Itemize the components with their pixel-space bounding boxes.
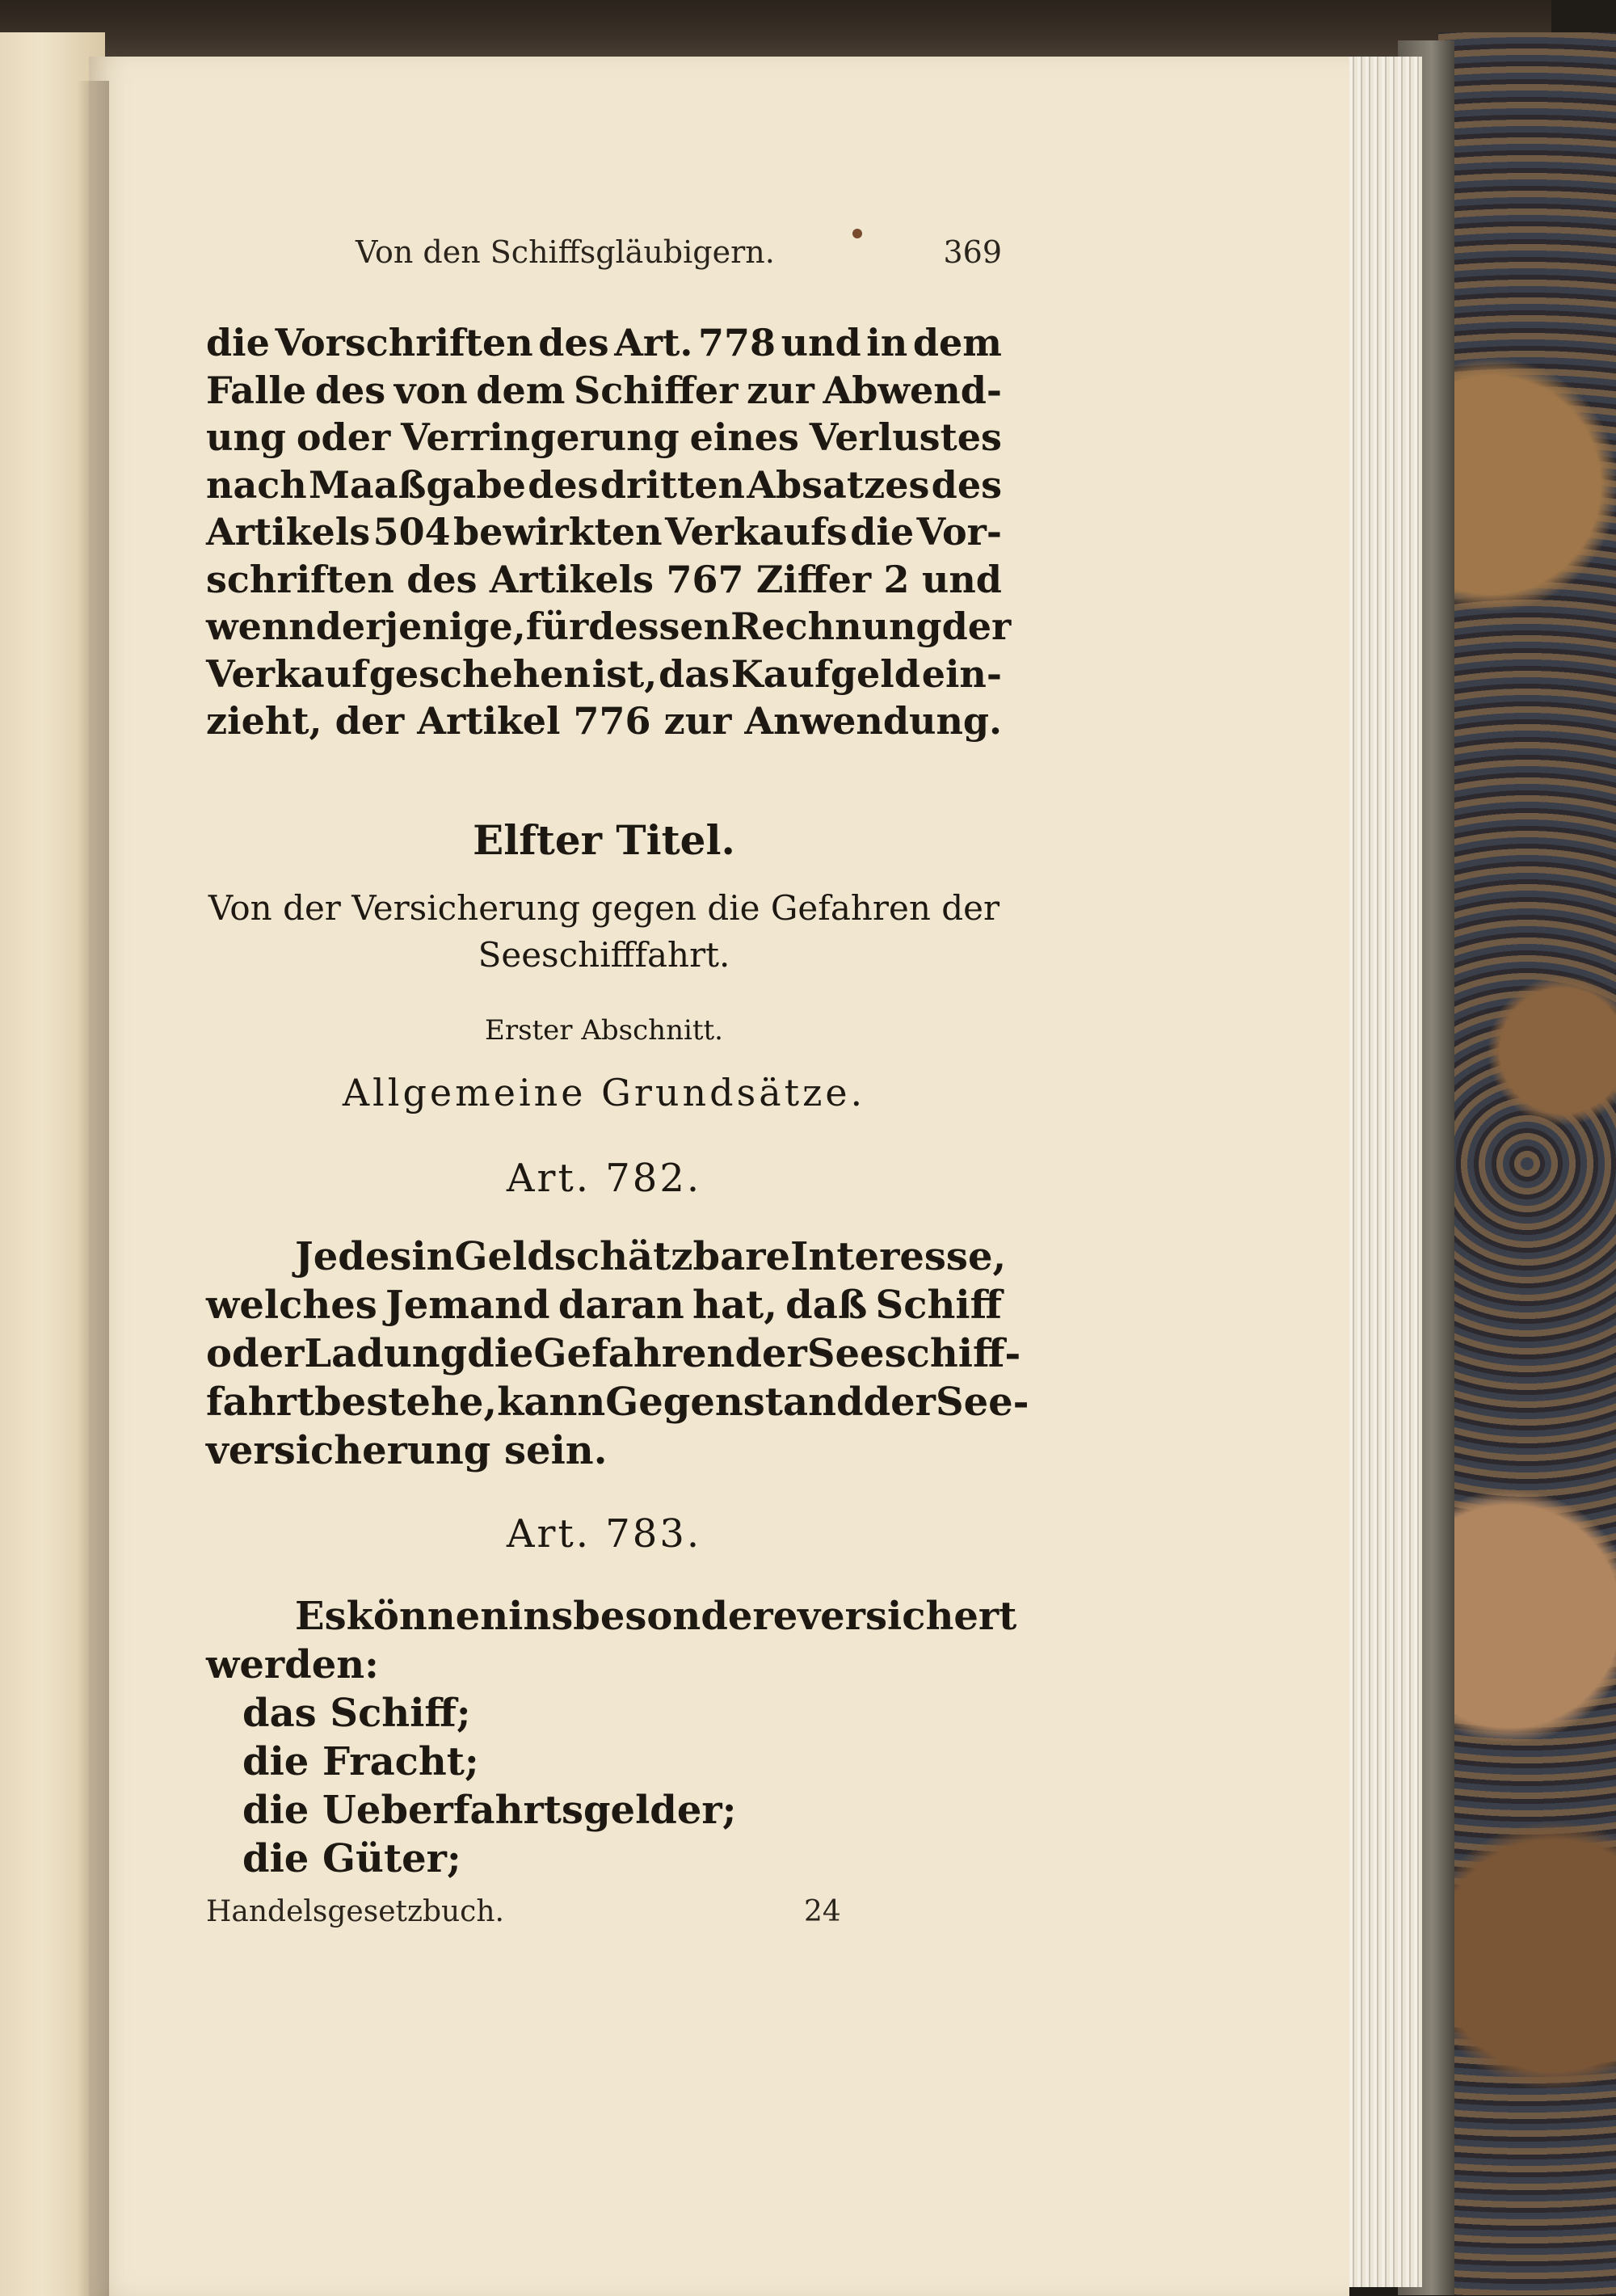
marbled-cover — [1438, 32, 1616, 2295]
word: eines — [689, 415, 799, 459]
body-text — [206, 319, 1012, 745]
word: des — [406, 557, 478, 601]
word: dem — [476, 368, 566, 412]
paragraph-line — [206, 1378, 1029, 1426]
word: Gefahren — [533, 1331, 735, 1376]
word: die — [467, 1331, 534, 1376]
word: schätzbare — [553, 1234, 791, 1279]
word: Abwend- — [823, 368, 1002, 412]
word: schriften — [206, 557, 394, 601]
word: dessen — [588, 605, 731, 648]
footer-signature: 24 — [804, 1895, 841, 1928]
word: Es — [295, 1594, 347, 1639]
word: des — [538, 321, 609, 364]
word: in — [866, 321, 908, 364]
word: Ziffer — [755, 557, 872, 601]
body-line — [206, 367, 1002, 415]
word: der — [863, 1380, 936, 1425]
word: Vor- — [916, 510, 1002, 554]
word: in — [411, 1234, 455, 1279]
article-783-list — [242, 1689, 736, 1883]
word: für — [525, 605, 589, 648]
paragraph-line: versicherung sein. — [206, 1428, 608, 1473]
article-783-text — [206, 1592, 1017, 1689]
word: Ladung — [304, 1331, 468, 1376]
word: oder — [296, 415, 391, 459]
article-782-heading: Art. 782. — [506, 1156, 702, 1201]
paragraph-line — [206, 1329, 1021, 1378]
word: die — [850, 510, 915, 554]
subheading-line: Von der Versicherung gegen die Gefahren der — [208, 888, 1000, 928]
body-line — [206, 414, 1002, 461]
word: Rechnung — [730, 605, 942, 648]
word: bewirkten — [453, 510, 663, 554]
running-head-title: Von den Schiffsgläubigern. — [356, 234, 775, 270]
word: und — [781, 321, 861, 364]
body-line — [206, 651, 1002, 698]
word: Geld — [454, 1234, 554, 1279]
word: ung — [206, 415, 287, 459]
topic-heading: Allgemeine Grundsätze. — [342, 1071, 866, 1114]
word: derjenige, — [315, 605, 526, 648]
word: 778 — [698, 321, 776, 364]
word: Schiff — [875, 1283, 1002, 1328]
word: dritten — [600, 462, 745, 507]
word: daran — [558, 1283, 684, 1328]
word: Seeschiff- — [806, 1331, 1021, 1376]
word: zur — [747, 368, 814, 412]
word: Verkaufs — [665, 510, 848, 554]
paragraph-line — [206, 1592, 1017, 1641]
word: welches — [206, 1283, 377, 1328]
word: oder — [206, 1331, 305, 1376]
word: ist, — [591, 651, 658, 696]
word: Vorschriften — [275, 321, 533, 364]
word: Verkauf — [206, 651, 368, 696]
word: Jedes — [295, 1234, 412, 1279]
body-line — [206, 508, 1002, 556]
word: Interesse, — [790, 1234, 1007, 1279]
body-line — [206, 603, 1012, 651]
word: des — [528, 462, 599, 507]
footer-book-title: Handelsgesetzbuch. — [206, 1895, 504, 1928]
word: Jemand — [385, 1283, 550, 1328]
article-783-heading: Art. 783. — [506, 1511, 702, 1557]
word: des — [314, 368, 386, 412]
word: daß — [785, 1283, 868, 1328]
word: insbesondere — [508, 1594, 798, 1639]
word: Kaufgeld — [730, 651, 920, 696]
body-line: zieht, der Artikel 776 zur Anwendung. — [206, 699, 1003, 743]
word: Falle — [206, 368, 307, 412]
word: von — [393, 368, 468, 412]
word: ein- — [921, 651, 1002, 696]
body-line — [206, 319, 1002, 367]
word: die — [206, 321, 270, 364]
title-subheading — [206, 885, 1002, 979]
word: Schiffer — [574, 368, 739, 412]
paragraph-line: werden: — [206, 1642, 379, 1687]
list-item: die Güter; — [242, 1836, 461, 1881]
word: Verlustes — [809, 415, 1002, 459]
title-heading: Elfter Titel. — [473, 816, 735, 864]
spine-shadow — [77, 81, 109, 2296]
word: See- — [935, 1380, 1029, 1425]
word: der — [734, 1331, 807, 1376]
word: Maaßgabe — [309, 462, 526, 507]
word: das — [659, 651, 730, 696]
word: wenn — [206, 605, 316, 648]
word: können — [346, 1594, 509, 1639]
word: der — [941, 605, 1012, 648]
word: Absatzes — [747, 462, 930, 507]
word: kann — [497, 1380, 606, 1425]
word: Artikels — [489, 557, 654, 601]
word: 504 — [372, 510, 451, 554]
word: hat, — [692, 1283, 777, 1328]
article-782-text — [206, 1232, 1029, 1475]
running-head — [356, 234, 1002, 283]
word: versichert — [797, 1594, 1017, 1639]
word: und — [921, 557, 1002, 601]
list-item: die Fracht; — [242, 1739, 479, 1784]
section-heading: Erster Abschnitt. — [485, 1014, 723, 1047]
word: geschehen — [368, 651, 591, 696]
word: des — [931, 462, 1002, 507]
word: Artikels — [206, 510, 371, 554]
word: 2 — [883, 557, 910, 601]
list-item: die Ueberfahrtsgelder; — [242, 1788, 737, 1833]
word: dem — [912, 321, 1002, 364]
word: fahrt — [206, 1380, 315, 1425]
word: Gegenstand — [605, 1380, 864, 1425]
word: bestehe, — [314, 1380, 498, 1425]
body-line — [206, 556, 1002, 604]
paragraph-line — [206, 1232, 1007, 1281]
word: Verringerung — [400, 415, 680, 459]
page-number: 369 — [943, 234, 1002, 270]
paragraph-line — [206, 1281, 1002, 1329]
word: nach — [206, 462, 307, 507]
body-line — [206, 461, 1002, 509]
word: Art. — [614, 321, 693, 364]
subheading-line: Seeschifffahrt. — [478, 935, 730, 975]
list-item: das Schiff; — [242, 1691, 471, 1736]
word: 767 — [666, 557, 744, 601]
